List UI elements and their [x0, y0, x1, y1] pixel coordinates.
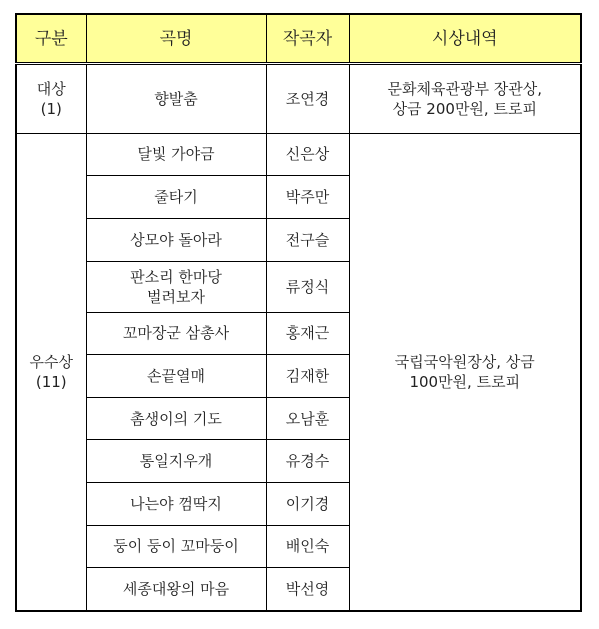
song-title: 촘생이의 기도: [86, 397, 266, 440]
song-title-line2: 벌려보자: [147, 287, 205, 306]
song-title: 상모야 돌아라: [86, 218, 266, 261]
grand-prize-details-cell: [349, 64, 581, 134]
composer-name: 박주만: [266, 176, 349, 219]
composer-name: 오남훈: [266, 397, 349, 440]
grand-prize-composer: 조연경: [266, 64, 349, 134]
excellence-count: (11): [35, 372, 67, 391]
composer-name: 박선영: [266, 568, 349, 611]
excellence-details-line1: 국립국악원장상, 상금: [394, 352, 535, 371]
grand-prize-category-label: 대상: [36, 79, 66, 98]
song-title: 통일지우개: [86, 440, 266, 483]
excellence-category-cell: [16, 133, 86, 611]
table-row: [16, 133, 581, 176]
composer-name: 배인숙: [266, 525, 349, 568]
song-title: 둥이 둥이 꼬마둥이: [86, 525, 266, 568]
composer-name: 류정식: [266, 261, 349, 312]
header-prize-details: 시상내역: [349, 14, 581, 64]
song-title: 줄타기: [86, 176, 266, 219]
composer-name: 신은상: [266, 133, 349, 176]
excellence-category-label: 우수상: [29, 352, 73, 371]
song-title: 손끝열매: [86, 355, 266, 398]
song-title: [86, 261, 266, 312]
grand-prize-count: (1): [40, 99, 62, 118]
song-title: 달빛 가야금: [86, 133, 266, 176]
header-song-title: 곡명: [86, 14, 266, 64]
header-category: 구분: [16, 14, 86, 64]
composer-name: 유경수: [266, 440, 349, 483]
song-title: 꼬마장군 삼총사: [86, 312, 266, 355]
composer-name: 전구슬: [266, 218, 349, 261]
grand-prize-row: [16, 64, 581, 134]
grand-prize-details-line1: 문화체육관광부 장관상,: [387, 79, 542, 98]
song-title: 세종대왕의 마음: [86, 568, 266, 611]
grand-prize-category-cell: [16, 64, 86, 134]
grand-prize-details-line2: 상금 200만원, 트로피: [392, 99, 537, 118]
header-row: [16, 14, 581, 64]
song-title-line1: 판소리 한마당: [130, 267, 222, 286]
grand-prize-song: 향발춤: [86, 64, 266, 134]
excellence-prize-details-cell: [349, 133, 581, 611]
composer-name: 홍재근: [266, 312, 349, 355]
song-title: 나는야 껌딱지: [86, 483, 266, 526]
composer-name: 김재한: [266, 355, 349, 398]
header-composer: 작곡자: [266, 14, 349, 64]
excellence-details-line2: 100만원, 트로피: [409, 372, 521, 391]
award-results-table: [15, 13, 582, 612]
composer-name: 이기경: [266, 483, 349, 526]
